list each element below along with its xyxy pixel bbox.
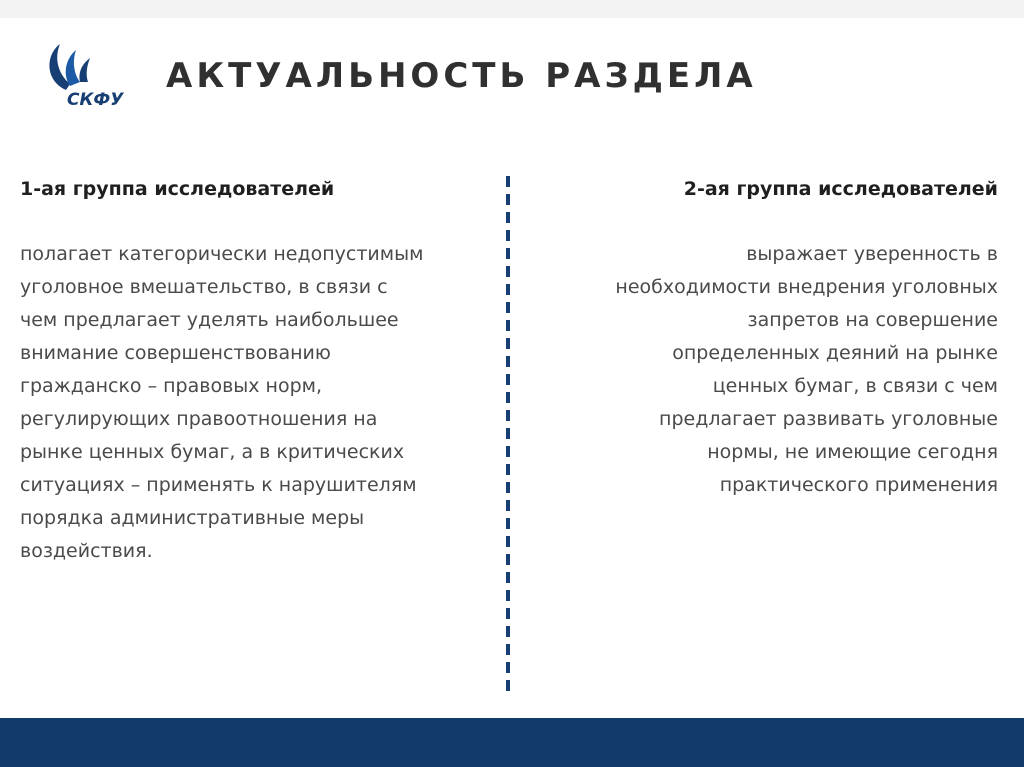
left-column-text (20, 238, 490, 568)
text-line: гражданско – правовых норм, (20, 375, 323, 397)
footer-band (0, 718, 1024, 767)
university-logo (36, 40, 136, 112)
text-line: предлагает развивать уголовные (659, 408, 998, 430)
text-line: полагает категорически недопустимым (20, 243, 424, 265)
text-line: нормы, не имеющие сегодня (707, 441, 998, 463)
text-line: внимание совершенствованию (20, 342, 331, 364)
text-line: запретов на совершение (747, 309, 998, 331)
left-column-heading: 1-ая группа исследователей (20, 178, 335, 200)
text-line: порядка административные меры (20, 507, 365, 529)
text-line: выражает уверенность в (746, 243, 998, 265)
text-line: уголовное вмешательство, в связи с (20, 276, 388, 298)
right-column-text (528, 238, 998, 502)
text-line: определенных деяний на рынке (672, 342, 998, 364)
logo-text: СКФУ (67, 90, 124, 110)
right-column-heading: 2-ая группа исследователей (683, 178, 998, 200)
text-line: ценных бумаг, в связи с чем (712, 375, 998, 397)
text-line: практического применения (719, 474, 998, 496)
text-line: необходимости внедрения уголовных (615, 276, 998, 298)
slide-title: АКТУАЛЬНОСТЬ РАЗДЕЛА (166, 56, 757, 96)
text-line: регулирующих правоотношения на (20, 408, 378, 430)
text-line: воздействия. (20, 540, 153, 562)
text-line: чем предлагает уделять наибольшее (20, 309, 399, 331)
text-line: ситуациях – применять к нарушителям (20, 474, 417, 496)
dashed-divider (506, 176, 510, 692)
top-strip (0, 0, 1024, 18)
text-line: рынке ценных бумаг, а в критических (20, 441, 405, 463)
